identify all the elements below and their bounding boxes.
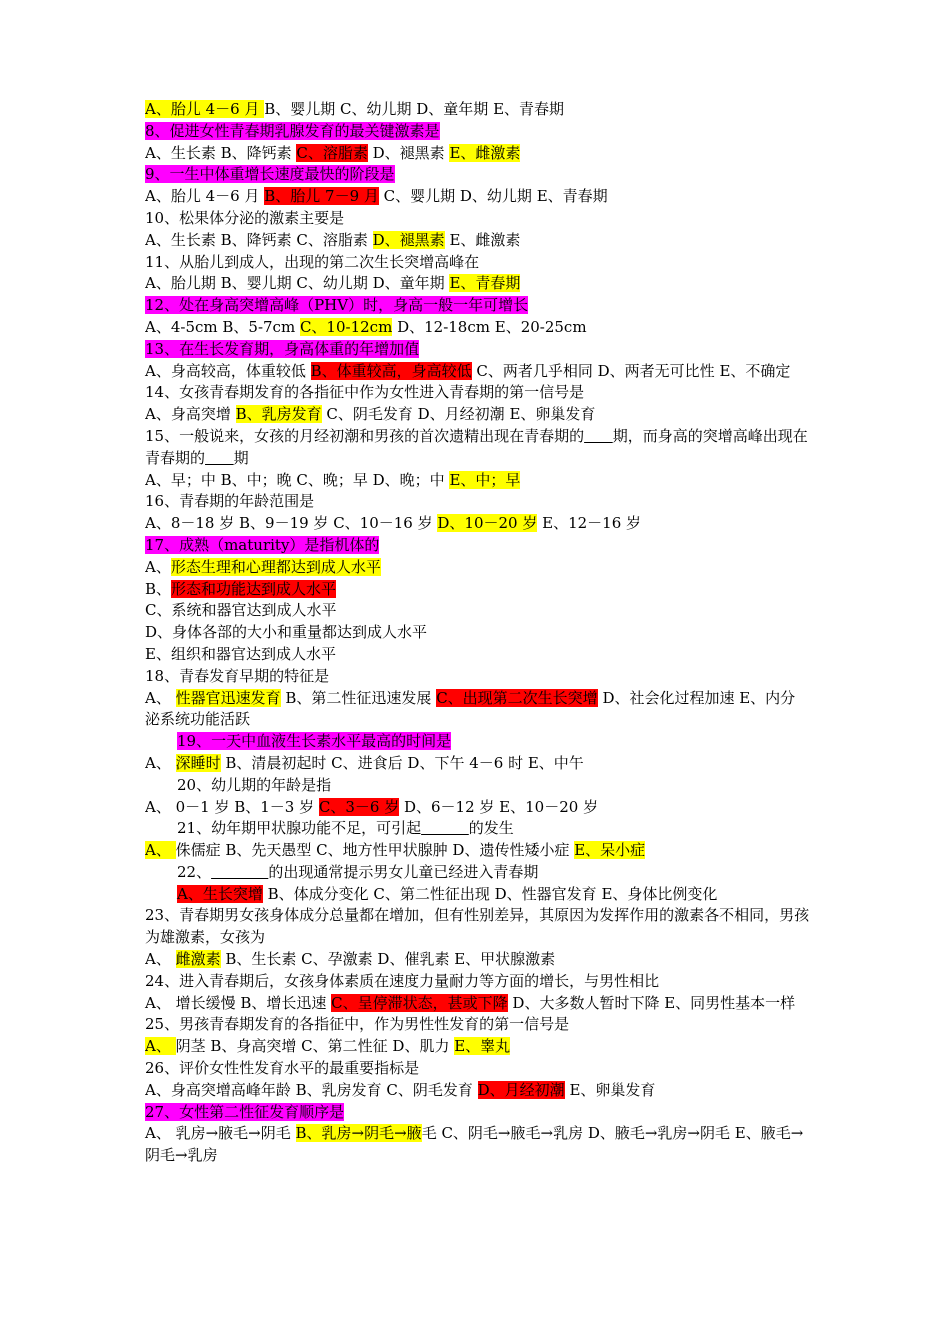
text-segment: A、身高突增 [145,405,236,424]
answer-highlight: B、体重较高，身高较低 [310,361,472,380]
text-segment: 23、青春期男女孩身体成分总量都在增加，但有性别差异，其原因为发挥作用的激素各不相同，男孩为雄激素，女孩为 [145,906,810,947]
text-segment: 期，而身高的突增高峰出现在青春期的 [145,426,808,467]
text-line [145,99,810,121]
text-segment: A、生长素 B、降钙素 [145,143,297,162]
text-segment: 11、从胎儿到成人，出现的第二次生长突增高峰在 [145,252,480,271]
answer-highlight: E、中；早 [449,470,521,489]
text-line [145,600,810,622]
text-segment: A、 [145,557,171,576]
answer-highlight: E、青春期 [449,274,521,293]
text-segment: D、6－12 岁 E、10－20 岁 [399,797,599,816]
text-segment: 毛 C、阴毛→腋毛→乳房 D、腋毛→乳房→阴毛 E、腋毛→阴毛→乳房 [145,1124,804,1165]
text-segment: 的发生 [468,819,514,838]
text-line [145,971,810,993]
text-line [145,753,810,775]
text-line [145,1102,810,1124]
text-segment: 21、幼年期甲状腺功能不足，可引起 [177,819,422,838]
answer-highlight: A、生长突增 [177,884,263,903]
text-segment: A、胎儿期 B、婴儿期 C、幼儿期 D、童年期 [145,274,450,293]
answer-highlight: B、乳房→阴毛→腋 [295,1124,422,1143]
question-highlight: 19、一天中血液生长素水平最高的时间是 [177,732,452,751]
question-highlight: 17、成熟（maturity）是指机体的 [145,535,380,554]
text-segment: 10、松果体分泌的激素主要是 [145,208,345,227]
text-segment: 期 [233,448,249,467]
text-segment: E、卵巢发育 [564,1080,656,1099]
answer-highlight: 性器官迅速发育 [175,688,281,707]
text-segment: A、8－18 岁 B、9－19 岁 C、10－16 岁 [145,514,438,533]
answer-highlight: E、雌激素 [449,143,521,162]
text-segment: 25、男孩青春期发育的各指征中，作为男性性发育的第一信号是 [145,1015,570,1034]
answer-highlight: E、睾丸 [454,1037,511,1056]
text-line [145,818,810,840]
text-segment: A、生长素 B、降钙素 C、溶脂素 [145,230,373,249]
text-line [145,143,810,165]
text-segment: A、 0－1 岁 B、1－3 岁 [145,797,319,816]
text-segment: C、阴毛发育 D、月经初潮 E、卵巢发育 [321,405,596,424]
text-segment: A、 [145,688,176,707]
text-segment: 阴茎 B、身高突增 C、第二性征 D、肌力 [175,1037,455,1056]
question-list [145,99,810,1167]
question-highlight: 13、在生长发育期，身高体重的年增加值 [145,339,420,358]
text-segment: C、系统和器官达到成人水平 [145,601,337,620]
text-line [145,1036,810,1058]
text-line [145,361,810,383]
text-segment: 24、进入青春期后，女孩身体素质在速度力量耐力等方面的增长，与男性相比 [145,971,660,990]
text-line [145,622,810,644]
text-line [145,470,810,492]
answer-highlight: 雌激素 [175,950,221,969]
text-line [145,252,810,274]
text-segment: D、社会化过程加速 E、内分泌系统功能活跃 [145,688,796,729]
text-line [145,731,810,753]
text-segment: A、 增长缓慢 B、增长迅速 [145,993,332,1012]
text-line [145,949,810,971]
text-line [145,1014,810,1036]
text-line [145,1080,810,1102]
answer-highlight: C、呈停滞状态，甚或下降 [331,993,508,1012]
text-segment: 16、青春期的年龄范围是 [145,492,315,511]
text-line [145,579,810,601]
answer-highlight: A、 [145,841,176,860]
answer-highlight: C、10-12cm [299,317,393,336]
text-line [145,644,810,666]
answer-highlight: E、呆小症 [574,841,646,860]
text-segment: 26、评价女性性发育水平的最重要指标是 [145,1059,420,1078]
text-line [145,884,810,906]
text-segment: 22、 [177,862,212,881]
text-segment: C、婴儿期 D、幼儿期 E、青春期 [378,187,608,206]
text-line [145,993,810,1015]
text-line [145,557,810,579]
answer-highlight: 形态生理和心理都达到成人水平 [170,557,381,576]
text-segment: A、4-5cm B、5-7cm [145,317,300,336]
answer-highlight: A、 [145,1037,176,1056]
text-line [145,775,810,797]
text-line [145,862,810,884]
answer-highlight: C、溶脂素 [296,143,368,162]
text-line [145,513,810,535]
text-segment: D、身体各部的大小和重量都达到成人水平 [145,623,428,642]
text-segment: B、 [145,579,172,598]
answer-highlight: D、褪黑素 [372,230,445,249]
text-line [145,317,810,339]
text-segment: D、大多数人暂时下降 E、同男性基本一样 [507,993,796,1012]
text-line [145,382,810,404]
text-segment: A、 乳房→腋毛→阴毛 [145,1124,296,1143]
text-line [145,491,810,513]
answer-highlight: A、胎儿 4－6 月 [145,100,265,118]
text-segment: A、身高突增高峰年龄 B、乳房发育 C、阴毛发育 [145,1080,478,1099]
blank-underline [211,863,268,881]
text-line [145,905,810,949]
question-highlight: 12、处在身高突增高峰（PHV）时，身高一般一年可增长 [145,296,529,315]
text-line [145,404,810,426]
text-line [145,1123,810,1167]
answer-highlight: C、出现第二次生长突增 [436,688,598,707]
question-highlight: 9、一生中体重增长速度最快的阶段是 [145,165,395,184]
text-segment: E、组织和器官达到成人水平 [145,644,336,663]
text-segment: 14、女孩青春期发育的各指征中作为女性进入青春期的第一信号是 [145,383,585,402]
text-segment: 18、青春发育早期的特征是 [145,666,330,685]
text-segment: D、12-18cm E、20-25cm [392,317,587,336]
text-line [145,535,810,557]
answer-highlight: D、月经初潮 [477,1080,565,1099]
text-line [145,230,810,252]
answer-highlight: B、乳房发育 [235,405,322,424]
text-segment: A、胎儿 4－6 月 [145,187,265,206]
text-line [145,164,810,186]
answer-highlight: B、胎儿 7－9 月 [264,187,379,206]
text-segment: D、褪黑素 [367,143,450,162]
text-line [145,426,810,470]
text-segment: 的出现通常提示男女儿童已经进入青春期 [268,862,539,881]
answer-highlight: C、3－6 岁 [318,797,400,816]
text-segment: B、生长素 C、孕激素 D、催乳素 E、甲状腺激素 [220,950,556,969]
blank-underline [421,819,469,837]
text-segment: B、第二性征迅速发展 [280,688,437,707]
text-line [145,797,810,819]
question-highlight: 27、女性第二性征发育顺序是 [145,1102,345,1121]
text-line [145,666,810,688]
text-segment: 20、幼儿期的年龄是指 [177,775,332,794]
text-segment: A、 [145,950,176,969]
question-highlight: 8、促进女性青春期乳腺发育的最关键激素是 [145,121,440,140]
text-segment: B、体成分变化 C、第二性征出现 D、性器官发育 E、身体比例变化 [262,884,718,903]
text-line [145,295,810,317]
text-segment: 15、一般说来，女孩的月经初潮和男孩的首次遗精出现在青春期的 [145,426,585,445]
text-segment: C、两者几乎相同 D、两者无可比性 E、不确定 [471,361,791,380]
answer-highlight: 深睡时 [175,753,221,772]
text-line [145,208,810,230]
answer-highlight: D、10－20 岁 [437,514,538,533]
text-line [145,840,810,862]
text-segment: E、12－16 岁 [537,514,642,533]
text-segment: 侏儒症 B、先天愚型 C、地方性甲状腺肿 D、遗传性矮小症 [175,841,575,860]
text-segment: B、清晨初起时 C、进食后 D、下午 4－6 时 E、中午 [220,753,584,772]
text-line [145,186,810,208]
text-segment: E、雌激素 [444,230,521,249]
text-line [145,1058,810,1080]
text-segment: B、婴儿期 C、幼儿期 D、童年期 E、青春期 [264,100,565,118]
text-line [145,121,810,143]
text-segment: A、身高较高，体重较低 [145,361,311,380]
answer-highlight: 形态和功能达到成人水平 [171,579,337,598]
blank-underline [584,427,613,445]
blank-underline [205,449,234,467]
text-line [145,688,810,732]
text-segment: A、早；中 B、中；晚 C、晚；早 D、晚；中 [145,470,450,489]
text-line [145,339,810,361]
text-line [145,273,810,295]
text-segment: A、 [145,753,176,772]
